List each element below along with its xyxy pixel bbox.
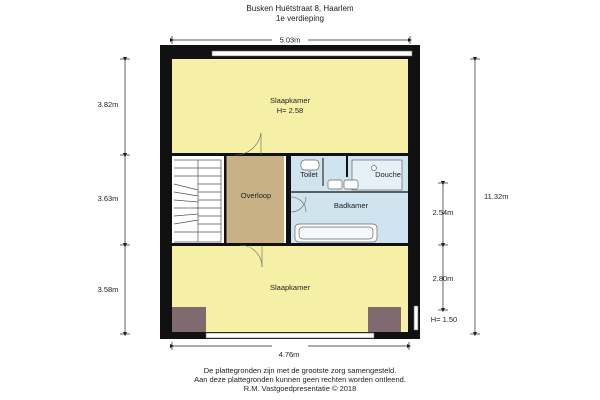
small-window-right xyxy=(414,306,418,330)
washbasin-right xyxy=(344,180,358,189)
room-label-shower: Douche xyxy=(375,170,401,179)
floorplan-address: Busken Huëtstraat 8, Haarlem xyxy=(246,4,354,13)
wall-left xyxy=(160,45,172,339)
dimension-top-width: 5.03m xyxy=(279,35,301,45)
dimension-left-mid: 3.63m xyxy=(97,194,119,203)
washbasin-left xyxy=(328,180,342,189)
copyright-line: R.M. Vastgoedpresentatie © 2018 xyxy=(243,384,357,393)
dimension-right-total: 11.32m xyxy=(484,192,509,201)
disclaimer-line-1: De plattegronden zijn met de grootste zorg samengesteld. xyxy=(203,366,397,375)
room-label-bedroom-bottom: Slaapkamer xyxy=(269,283,311,292)
dormer-left xyxy=(172,307,206,332)
wall-right xyxy=(408,45,420,339)
dimension-right-bottom: 2.80m xyxy=(432,274,454,283)
dimension-left-bottom: 3.58m xyxy=(97,285,119,294)
dimension-bottom-width: 4.76m xyxy=(278,350,300,359)
floorplan-floor-label: 1e verdieping xyxy=(275,14,325,23)
room-label-bedroom-top: Slaapkamer xyxy=(269,96,311,105)
dimension-left-top: 3.82m xyxy=(97,100,119,109)
room-label-bathroom: Badkamer xyxy=(333,201,369,210)
room-height-label: H= 2.58 xyxy=(276,106,304,115)
window-bottom xyxy=(206,333,374,338)
landing-floor xyxy=(226,155,284,245)
dormer-right xyxy=(368,307,401,332)
window-top xyxy=(212,51,412,56)
disclaimer-line-2: Aan deze plattegronden kunnen geen rechten worden ontleend. xyxy=(194,375,406,384)
room-label-toilet: Toilet xyxy=(300,170,318,179)
sill-height-label: H= 1.50 xyxy=(430,315,458,324)
dimension-right-bathroom: 2.54m xyxy=(432,208,454,217)
room-label-landing: Overloop xyxy=(240,191,272,200)
toilet-fixture xyxy=(301,160,319,170)
